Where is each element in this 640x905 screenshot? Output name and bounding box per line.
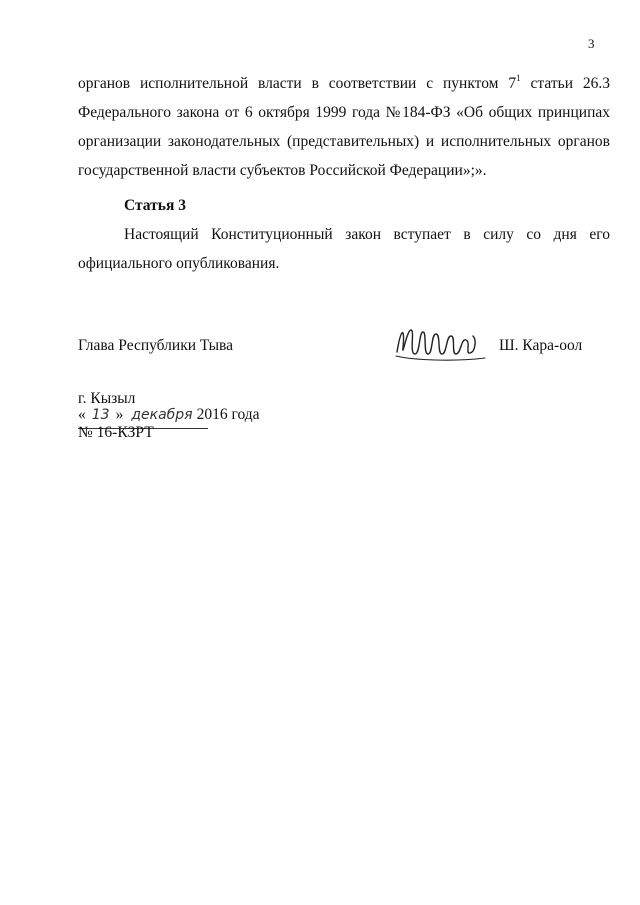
paragraph-line: официального опубликования. — [78, 255, 280, 272]
article-text — [78, 220, 610, 278]
signature-image — [393, 318, 489, 366]
paragraph-line: Настоящий Конституционный закон вступает в силу со дня его — [124, 226, 610, 243]
article-heading: Статья 3 — [124, 197, 186, 214]
paragraph-line: Федерального закона от 6 октября 1999 года №184-ФЗ «Об общих принципах — [78, 104, 610, 121]
signatory-title: Глава Республики Тыва — [78, 337, 234, 354]
paragraph-line: органов исполнительной власти в соответствии с пунктом $7^1$ статьи 26.3 — [78, 73, 610, 92]
paragraph-line: государственной власти субъектов Российской Федерации»;». — [78, 162, 487, 179]
page-number: 3 — [588, 36, 595, 51]
date-of-signing: « 13 » декабря 2016 года — [78, 406, 260, 423]
place-of-signing: г. Кызыл — [78, 390, 136, 407]
superscript: 1 — [516, 73, 521, 83]
document-number: № 16-КЗРТ — [78, 424, 154, 441]
handwritten-month: декабря — [131, 407, 193, 423]
paragraph-continuation — [78, 64, 610, 185]
signatory-name: Ш. Кара-оол — [499, 337, 583, 354]
handwritten-day: 13 — [91, 407, 110, 423]
paragraph-line: организации законодательных (представительных) и исполнительных органов — [78, 133, 610, 150]
